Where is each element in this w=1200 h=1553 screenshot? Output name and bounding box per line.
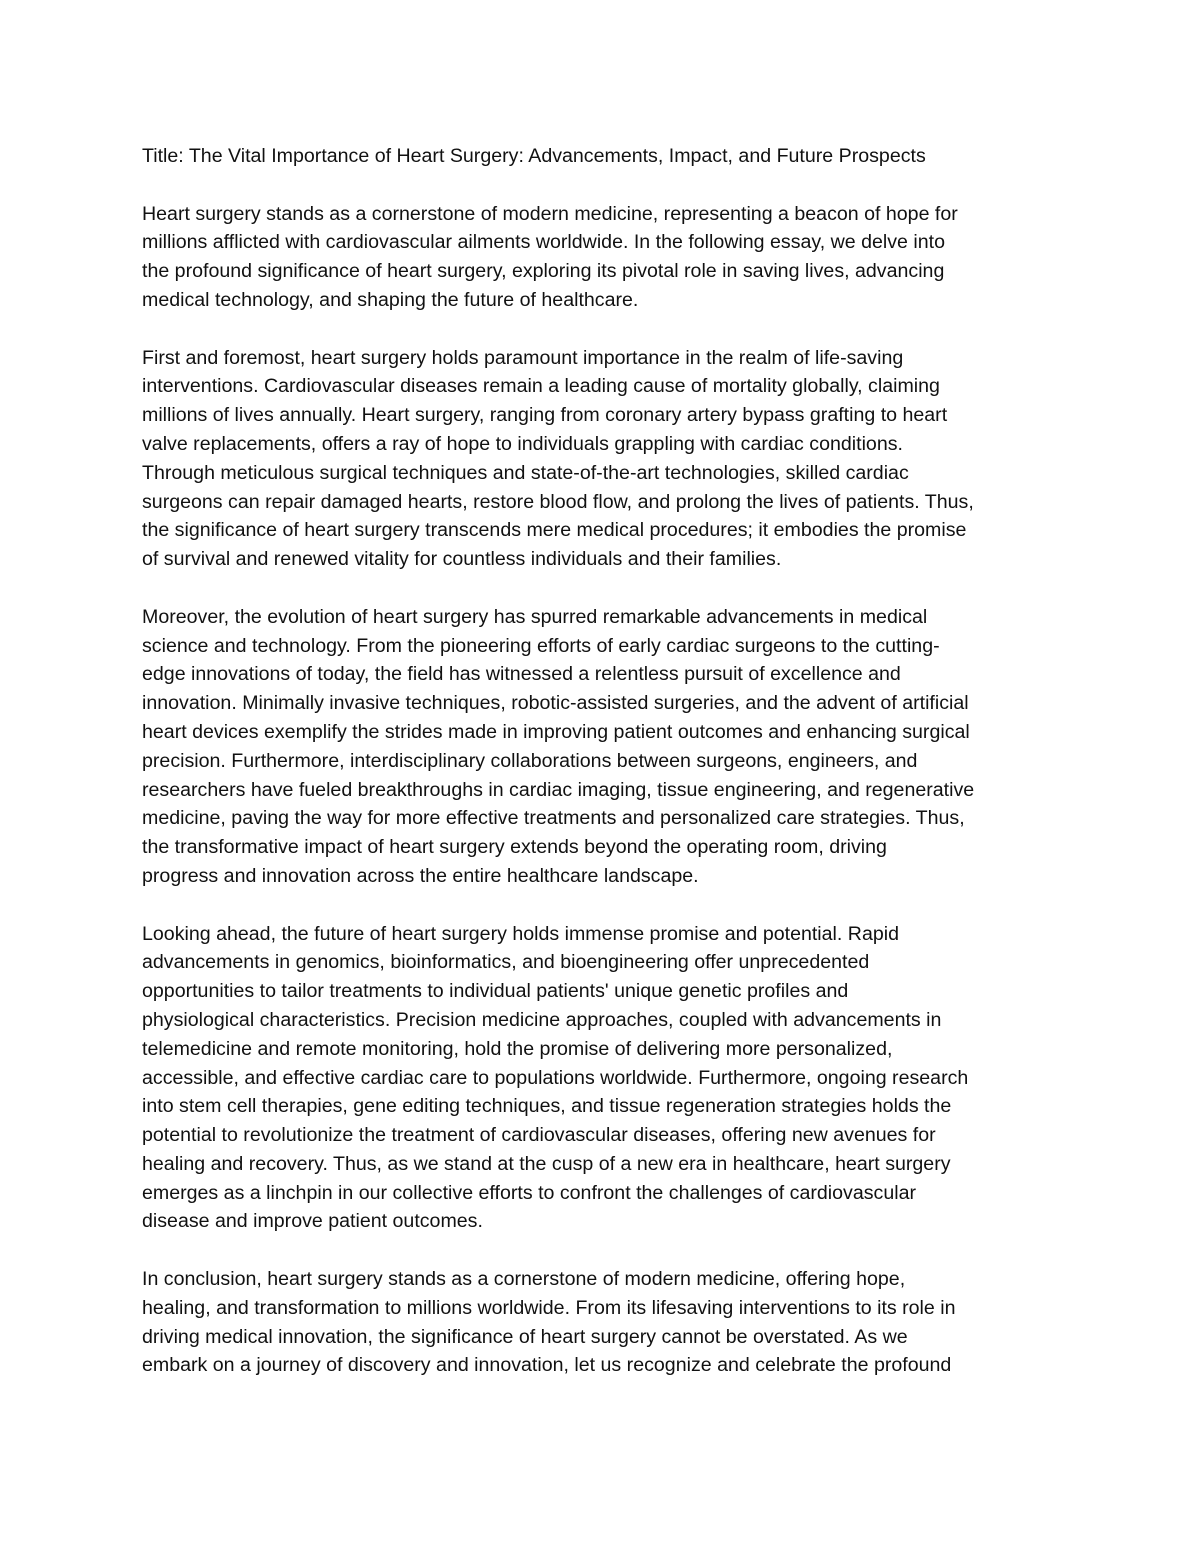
paragraph-line: valve replacements, offers a ray of hope to individuals grappling with cardiac conditions. <box>142 432 903 455</box>
paragraph-line: progress and innovation across the entire healthcare landscape. <box>142 864 699 887</box>
paragraph-line: medical technology, and shaping the future of healthcare. <box>142 288 639 311</box>
paragraph-conclusion <box>142 1265 1060 1380</box>
paragraph-advancements <box>142 603 1060 891</box>
paragraph-line: telemedicine and remote monitoring, hold the promise of delivering more personalized, <box>142 1037 893 1060</box>
paragraph-line: surgeons can repair damaged hearts, restore blood flow, and prolong the lives of patients. Thus, <box>142 490 974 513</box>
paragraph-line: innovation. Minimally invasive techniques, robotic-assisted surgeries, and the advent of artificial <box>142 692 969 715</box>
paragraph-line: advancements in genomics, bioinformatics, and bioengineering offer unprecedented <box>142 951 870 974</box>
paragraph-line: healing and recovery. Thus, as we stand at the cusp of a new era in healthcare, heart surgery <box>142 1152 951 1175</box>
paragraph-line: interventions. Cardiovascular diseases remain a leading cause of mortality globally, claiming <box>142 375 940 398</box>
paragraph-line: Moreover, the evolution of heart surgery has spurred remarkable advancements in medical <box>142 605 928 628</box>
paragraph-line: the profound significance of heart surgery, exploring its pivotal role in saving lives, advancing <box>142 260 945 283</box>
paragraph-life-saving <box>142 344 1060 574</box>
paragraph-line: into stem cell therapies, gene editing techniques, and tissue regeneration strategies holds the <box>142 1095 952 1118</box>
paragraph-line: potential to revolutionize the treatment of cardiovascular diseases, offering new avenues for <box>142 1124 936 1147</box>
paragraph-intro <box>142 200 1060 315</box>
document-body <box>142 142 1060 1409</box>
paragraph-line: In conclusion, heart surgery stands as a cornerstone of modern medicine, offering hope, <box>142 1268 906 1291</box>
paragraph-line: millions afflicted with cardiovascular ailments worldwide. In the following essay, we delve into <box>142 231 945 254</box>
paragraph-line: Through meticulous surgical techniques and state-of-the-art technologies, skilled cardiac <box>142 461 909 484</box>
paragraph-line: disease and improve patient outcomes. <box>142 1210 483 1233</box>
paragraph-line: millions of lives annually. Heart surgery, ranging from coronary artery bypass grafting to heart <box>142 404 948 427</box>
document-title: Title: The Vital Importance of Heart Surgery: Advancements, Impact, and Future Prospects <box>142 145 926 167</box>
paragraph-line: precision. Furthermore, interdisciplinary collaborations between surgeons, engineers, and <box>142 749 918 772</box>
paragraph-line: Heart surgery stands as a cornerstone of modern medicine, representing a beacon of hope for <box>142 202 958 225</box>
paragraph-future <box>142 920 1060 1237</box>
paragraph-line: heart devices exemplify the strides made in improving patient outcomes and enhancing surgical <box>142 720 970 743</box>
paragraph-line: driving medical innovation, the significance of heart surgery cannot be overstated. As we <box>142 1325 908 1348</box>
paragraph-line: embark on a journey of discovery and innovation, let us recognize and celebrate the profound <box>142 1354 952 1377</box>
paragraph-line: science and technology. From the pioneering efforts of early cardiac surgeons to the cutting- <box>142 634 940 657</box>
paragraph-line: healing, and transformation to millions worldwide. From its lifesaving interventions to its role in <box>142 1296 956 1319</box>
paragraph-line: edge innovations of today, the field has witnessed a relentless pursuit of excellence and <box>142 663 901 686</box>
paragraph-line: accessible, and effective cardiac care to populations worldwide. Furthermore, ongoing research <box>142 1066 969 1089</box>
paragraph-line: opportunities to tailor treatments to individual patients' unique genetic profiles and <box>142 980 849 1003</box>
paragraph-line: the transformative impact of heart surgery extends beyond the operating room, driving <box>142 836 887 859</box>
paragraph-line: researchers have fueled breakthroughs in cardiac imaging, tissue engineering, and regenerative <box>142 778 975 801</box>
paragraph-line: the significance of heart surgery transcends mere medical procedures; it embodies the promise <box>142 519 967 542</box>
paragraph-line: medicine, paving the way for more effective treatments and personalized care strategies. Thus, <box>142 807 965 830</box>
paragraph-line: Looking ahead, the future of heart surgery holds immense promise and potential. Rapid <box>142 922 899 945</box>
paragraph-line: of survival and renewed vitality for countless individuals and their families. <box>142 548 782 571</box>
paragraph-line: physiological characteristics. Precision medicine approaches, coupled with advancements in <box>142 1008 942 1031</box>
paragraph-line: emerges as a linchpin in our collective efforts to confront the challenges of cardiovascular <box>142 1181 917 1204</box>
paragraph-line: First and foremost, heart surgery holds paramount importance in the realm of life-saving <box>142 346 904 369</box>
